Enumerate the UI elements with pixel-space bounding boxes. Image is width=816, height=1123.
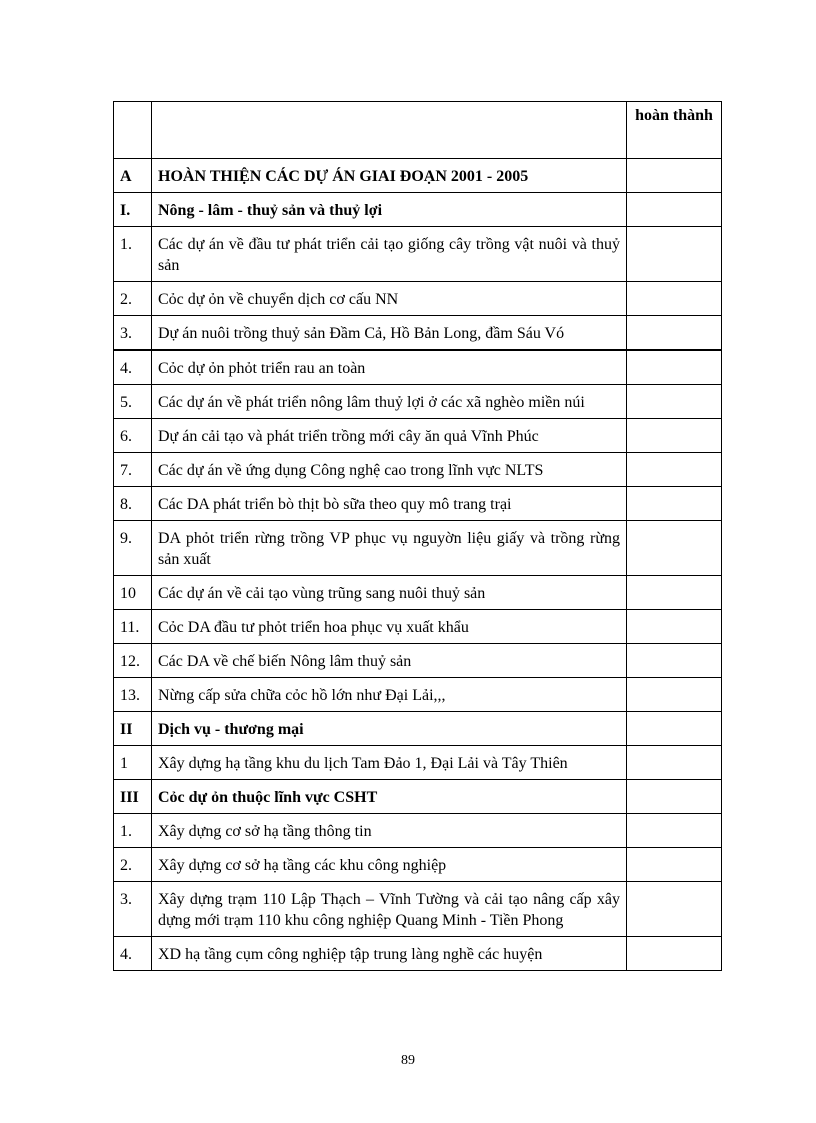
row-project-name: DA phỏt triển rừng trồng VP phục vụ nguyờn liệu giấy và trồng rừng sản xuất <box>152 521 627 576</box>
row-number: III <box>114 780 152 814</box>
row-number: 1 <box>114 746 152 780</box>
row-number: 3. <box>114 316 152 351</box>
row-number: 11. <box>114 610 152 644</box>
table-row <box>114 521 722 576</box>
table-row <box>114 487 722 521</box>
table-row <box>114 814 722 848</box>
table-row <box>114 576 722 610</box>
row-number: 3. <box>114 882 152 937</box>
table-row <box>114 882 722 937</box>
header-col-number <box>114 102 152 159</box>
row-number: 4. <box>114 937 152 971</box>
table-row <box>114 282 722 316</box>
row-project-name: Nông - lâm - thuỷ sản và thuỷ lợi <box>152 193 627 227</box>
table-row <box>114 159 722 193</box>
row-completion <box>627 350 722 385</box>
row-project-name: Xây dựng trạm 110 Lập Thạch – Vĩnh Tường và cải tạo nâng cấp xây dựng mới trạm 110 khu công nghiệp Quang Minh - Tiền Phong <box>152 882 627 937</box>
row-project-name: Dịch vụ - thương mại <box>152 712 627 746</box>
row-completion <box>627 419 722 453</box>
table-row <box>114 227 722 282</box>
row-project-name: Các dự án về cải tạo vùng trũng sang nuôi thuỷ sản <box>152 576 627 610</box>
row-completion <box>627 282 722 316</box>
table-row <box>114 316 722 351</box>
row-completion <box>627 576 722 610</box>
row-project-name: Các dự án về phát triển nông lâm thuỷ lợi ở các xã nghèo miền núi <box>152 385 627 419</box>
row-project-name: Các DA về chế biến Nông lâm thuỷ sản <box>152 644 627 678</box>
table-row <box>114 385 722 419</box>
row-completion <box>627 780 722 814</box>
row-number: 10 <box>114 576 152 610</box>
row-completion <box>627 159 722 193</box>
row-project-name: Xây dựng cơ sở hạ tầng các khu công nghiệp <box>152 848 627 882</box>
row-project-name: XD hạ tầng cụm công nghiệp tập trung làng nghề các huyện <box>152 937 627 971</box>
header-col-project <box>152 102 627 159</box>
row-completion <box>627 848 722 882</box>
row-number: 1. <box>114 227 152 282</box>
row-number: A <box>114 159 152 193</box>
row-completion <box>627 746 722 780</box>
row-project-name: Cỏc dự ỏn về chuyển dịch cơ cấu NN <box>152 282 627 316</box>
row-project-name: Xây dựng cơ sở hạ tầng thông tin <box>152 814 627 848</box>
row-project-name: Các DA phát triển bò thịt bò sữa theo quy mô trang trại <box>152 487 627 521</box>
table-row <box>114 937 722 971</box>
header-col-completion: hoàn thành <box>627 102 722 159</box>
row-completion <box>627 193 722 227</box>
row-project-name: Dự án nuôi trồng thuỷ sản Đầm Cả, Hồ Bản Long, đầm Sáu Vó <box>152 316 627 351</box>
row-completion <box>627 227 722 282</box>
table-row <box>114 848 722 882</box>
row-number: 8. <box>114 487 152 521</box>
table-row <box>114 780 722 814</box>
row-number: 2. <box>114 848 152 882</box>
table-row <box>114 610 722 644</box>
row-completion <box>627 453 722 487</box>
row-number: 13. <box>114 678 152 712</box>
row-completion <box>627 678 722 712</box>
row-project-name: HOÀN THIỆN CÁC DỰ ÁN GIAI ĐOẠN 2001 - 2005 <box>152 159 627 193</box>
row-completion <box>627 712 722 746</box>
table-row <box>114 678 722 712</box>
table-row <box>114 712 722 746</box>
row-project-name: Các dự án về đầu tư phát triển cải tạo giống cây trồng vật nuôi và thuỷ sản <box>152 227 627 282</box>
table-row <box>114 350 722 385</box>
row-completion <box>627 610 722 644</box>
row-number: 2. <box>114 282 152 316</box>
table-row <box>114 193 722 227</box>
row-project-name: Dự án cải tạo và phát triển trồng mới cây ăn quả Vĩnh Phúc <box>152 419 627 453</box>
row-number: 9. <box>114 521 152 576</box>
row-number: 6. <box>114 419 152 453</box>
row-project-name: Nừng cấp sửa chữa cỏc hồ lớn như Đại Lải,,, <box>152 678 627 712</box>
row-completion <box>627 937 722 971</box>
table-row <box>114 419 722 453</box>
row-completion <box>627 385 722 419</box>
row-number: II <box>114 712 152 746</box>
row-number: I. <box>114 193 152 227</box>
row-completion <box>627 644 722 678</box>
row-completion <box>627 316 722 351</box>
row-project-name: Các dự án về ứng dụng Công nghệ cao trong lĩnh vực NLTS <box>152 453 627 487</box>
row-project-name: Cỏc dự ỏn phỏt triển rau an toàn <box>152 350 627 385</box>
table-row <box>114 453 722 487</box>
row-completion <box>627 814 722 848</box>
row-completion <box>627 521 722 576</box>
row-project-name: Xây dựng hạ tầng khu du lịch Tam Đảo 1, Đại Lải và Tây Thiên <box>152 746 627 780</box>
project-table <box>113 101 722 971</box>
row-number: 1. <box>114 814 152 848</box>
row-number: 5. <box>114 385 152 419</box>
table-body <box>114 159 722 971</box>
row-number: 12. <box>114 644 152 678</box>
row-completion <box>627 882 722 937</box>
row-completion <box>627 487 722 521</box>
row-project-name: Cỏc DA đầu tư phỏt triển hoa phục vụ xuất khẩu <box>152 610 627 644</box>
row-number: 4. <box>114 350 152 385</box>
table-row <box>114 644 722 678</box>
table-header-row <box>114 102 722 159</box>
page-number: 89 <box>401 1053 415 1068</box>
row-project-name: Cỏc dự ỏn thuộc lĩnh vực CSHT <box>152 780 627 814</box>
table-row <box>114 746 722 780</box>
row-number: 7. <box>114 453 152 487</box>
